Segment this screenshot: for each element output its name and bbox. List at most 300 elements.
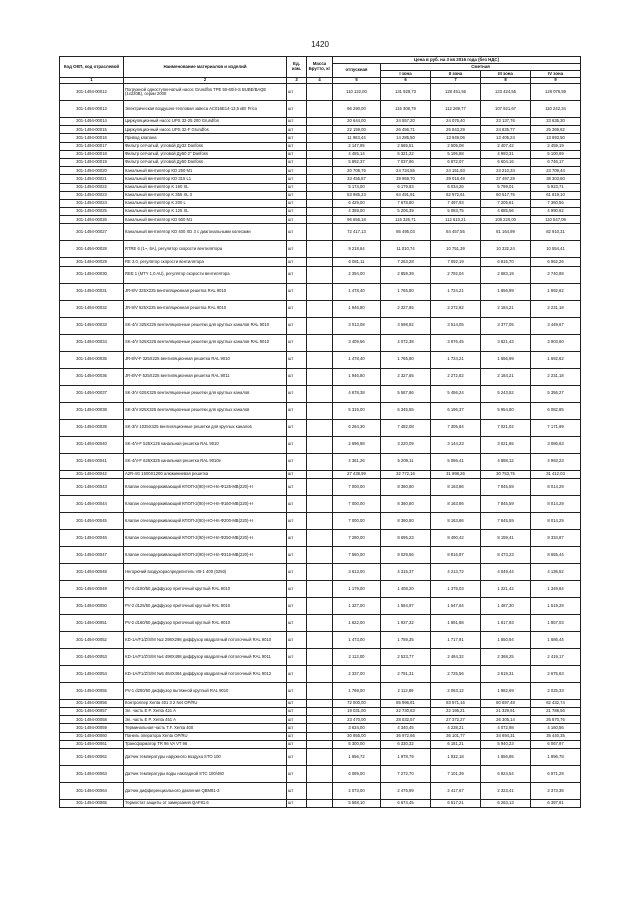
row-zone-3-price: 5 799,01: [481, 183, 531, 191]
row-code: 301-1494-00035: [60, 351, 124, 368]
row-mass: [307, 699, 333, 707]
row-zone-1-price: 2 327,65: [381, 300, 431, 317]
row-release-price: 1 327,00: [333, 597, 381, 614]
row-code: 301-1494-00043: [60, 478, 124, 495]
row-mass: [307, 334, 333, 351]
table-row: [60, 368, 581, 385]
row-zone-3-price: 2 683,19: [481, 266, 531, 283]
row-name: Канальный вентилятор K 160 XL: [124, 183, 287, 191]
row-release-price: 2 113,00: [333, 648, 381, 665]
row-zone-1-price: 3 598,82: [381, 317, 431, 334]
row-zone-2-price: 2 063,12: [431, 682, 481, 699]
row-release-price: 33 455,87: [333, 175, 381, 183]
row-mass: [307, 118, 333, 126]
row-zone-4-price: 4 993,23: [531, 453, 581, 470]
row-name: PV-2 d125/50 диффузор приточный круглый RAL 9010: [124, 597, 287, 614]
row-zone-4-price: 2 025,33: [531, 682, 581, 699]
row-name: SK-3/V 825Х325 вентиляционные решетки для круглых каналов: [124, 402, 287, 419]
row-zone-1-price: 86 495,03: [381, 224, 431, 241]
row-code: 301-1494-00023: [60, 191, 124, 199]
row-zone-3-price: 8 159,41: [481, 529, 531, 546]
table-row: [60, 216, 581, 224]
row-release-price: 96 656,18: [333, 216, 381, 224]
table-row: [60, 748, 581, 765]
row-unit: шт: [287, 708, 307, 716]
row-zone-2-price: 3 144,23: [431, 436, 481, 453]
row-zone-1-price: 7 263,28: [381, 258, 431, 266]
row-zone-1-price: 4 315,37: [381, 563, 431, 580]
row-unit: шт: [287, 134, 307, 142]
row-release-price: 1 769,00: [333, 682, 381, 699]
row-zone-1-price: 7 482,08: [381, 419, 431, 436]
row-name: Клапан огнезадерживающий КПОП-2(90)-НО-Нп-Ф160-МВ(220)-Н: [124, 495, 287, 512]
row-code: 301-1494-00061: [60, 740, 124, 748]
row-code: 301-1494-00045: [60, 512, 124, 529]
row-release-price: 1 473,00: [333, 631, 381, 648]
row-unit: шт: [287, 597, 307, 614]
row-mass: [307, 648, 333, 665]
row-zone-2-price: 2 464,32: [431, 648, 481, 665]
row-name: Эл. часть E P. Xenta 451 A: [124, 716, 287, 724]
row-unit: шт: [287, 258, 307, 266]
table-row: [60, 191, 581, 199]
row-zone-2-price: 1 375,03: [431, 580, 481, 597]
row-zone-2-price: 6 517,21: [431, 799, 481, 807]
row-unit: шт: [287, 385, 307, 402]
row-zone-3-price: 107 921,67: [481, 101, 531, 118]
row-release-price: 4 361,26: [333, 453, 381, 470]
table-row: [60, 134, 581, 142]
row-unit: шт: [287, 84, 307, 101]
row-mass: [307, 224, 333, 241]
row-mass: [307, 241, 333, 258]
row-zone-2-price: 6 181,21: [431, 740, 481, 748]
row-unit: шт: [287, 732, 307, 740]
row-zone-1-price: 36 972,66: [381, 732, 431, 740]
row-mass: [307, 368, 333, 385]
row-mass: [307, 300, 333, 317]
row-mass: [307, 732, 333, 740]
row-release-price: 7 000,00: [333, 495, 381, 512]
row-zone-3-price: 2 368,25: [481, 648, 531, 665]
row-zone-2-price: 5 086,41: [431, 453, 481, 470]
row-name: JR-8/V-F 525Х225 вентиляционная решетка RAL 9011: [124, 368, 287, 385]
row-zone-1-price: 5 321,22: [381, 150, 431, 158]
table-row: [60, 597, 581, 614]
row-zone-4-price: 5 356,27: [531, 385, 581, 402]
row-zone-1-price: 85 996,81: [381, 699, 431, 707]
row-zone-3-price: 7 845,59: [481, 478, 531, 495]
row-zone-3-price: 1 856,85: [481, 748, 531, 765]
row-mass: [307, 782, 333, 799]
table-row: [60, 208, 581, 216]
row-zone-2-price: 112 610,21: [431, 216, 481, 224]
table-row: [60, 351, 581, 368]
row-zone-2-price: 2 505,08: [431, 142, 481, 150]
row-zone-2-price: 84 457,55: [431, 224, 481, 241]
row-name: SK-3/V 1025Х325 вентиляционные решетки для круглых каналов: [124, 419, 287, 436]
row-name: SK-3/V 625Х325 вентиляционные решетки для круглых каналов: [124, 385, 287, 402]
table-row: [60, 142, 581, 150]
row-unit: шт: [287, 300, 307, 317]
row-zone-4-price: 2 231,18: [531, 368, 581, 385]
row-zone-3-price: 6 824,54: [481, 765, 531, 782]
row-zone-2-price: 2 792,04: [431, 266, 481, 283]
row-zone-3-price: 60 517,76: [481, 191, 531, 199]
row-zone-3-price: 123 424,55: [481, 84, 531, 101]
row-zone-3-price: 34 694,31: [481, 732, 531, 740]
row-mass: [307, 765, 333, 782]
row-code: 301-1494-00013: [60, 101, 124, 118]
row-zone-3-price: 24 835,77: [481, 126, 531, 134]
row-zone-3-price: 1 656,99: [481, 283, 531, 300]
row-zone-4-price: 23 635,30: [531, 118, 581, 126]
row-zone-4-price: 1 692,62: [531, 283, 581, 300]
row-code: 301-1494-00030: [60, 266, 124, 283]
table-row: [60, 258, 581, 266]
row-unit: шт: [287, 665, 307, 682]
row-release-price: 4 359,00: [333, 208, 381, 216]
table-row: [60, 724, 581, 732]
row-release-price: 11 963,44: [333, 134, 381, 142]
row-zone-4-price: 82 910,31: [531, 224, 581, 241]
row-release-price: 1 622,00: [333, 614, 381, 631]
row-zone-4-price: 25 369,82: [531, 126, 581, 134]
table-row: [60, 224, 581, 241]
row-release-price: 20 708,76: [333, 167, 381, 175]
row-code: 301-1494-00018: [60, 150, 124, 158]
row-zone-1-price: 115 326,71: [381, 216, 431, 224]
row-unit: шт: [287, 799, 307, 807]
row-code: 301-1494-00014: [60, 118, 124, 126]
row-code: 301-1494-00054: [60, 665, 124, 682]
row-name: Клапан огнезадерживающий КПОП-2(90)-НО-Нп-Ф200-МВ(220)-Н: [124, 512, 287, 529]
row-zone-2-price: 8 816,97: [431, 546, 481, 563]
row-release-price: 6 264,30: [333, 419, 381, 436]
row-release-price: 2 696,98: [333, 436, 381, 453]
row-name: Клапан огнезадерживающий КПОП-2(90)-НО-Нп-Ф125-МВ(220)-Н: [124, 478, 287, 495]
table-row: [60, 84, 581, 101]
row-mass: [307, 799, 333, 807]
table-row: [60, 699, 581, 707]
row-zone-1-price: 3 220,09: [381, 436, 431, 453]
header-mass: Масса Брутто, кг: [307, 57, 333, 78]
row-zone-2-price: 25 843,29: [431, 126, 481, 134]
row-zone-1-price: 64 491,91: [381, 191, 431, 199]
row-name: SK-4/V-F 525Х125 канальная решетка RAL 9010: [124, 436, 287, 453]
row-zone-1-price: 22 730,63: [381, 708, 431, 716]
header-name: Наименование материалов и изделий: [124, 57, 287, 78]
row-mass: [307, 478, 333, 495]
row-release-price: 5 892,37: [333, 158, 381, 166]
row-zone-2-price: 4 213,72: [431, 563, 481, 580]
row-zone-1-price: 1 408,20: [381, 580, 431, 597]
row-zone-4-price: 4 160,56: [531, 724, 581, 732]
row-release-price: 1 946,80: [333, 368, 381, 385]
row-zone-3-price: 3 377,05: [481, 317, 531, 334]
row-code: 301-1494-00051: [60, 614, 124, 631]
row-zone-4-price: 3 086,63: [531, 436, 581, 453]
row-unit: шт: [287, 529, 307, 546]
table-row: [60, 101, 581, 118]
row-zone-3-price: 7 845,59: [481, 512, 531, 529]
header-code: Код ОКП, код отраслевой: [60, 57, 124, 78]
row-code: 301-1494-00056: [60, 699, 124, 707]
row-mass: [307, 748, 333, 765]
table-row: [60, 300, 581, 317]
row-release-price: 6 081,11: [333, 258, 381, 266]
row-mass: [307, 419, 333, 436]
row-zone-1-price: 26 456,71: [381, 126, 431, 134]
row-zone-2-price: 1 547,64: [431, 597, 481, 614]
row-zone-1-price: 8 360,80: [381, 512, 431, 529]
row-code: 301-1494-00037: [60, 385, 124, 402]
row-zone-3-price: 3 021,65: [481, 436, 531, 453]
row-zone-4-price: 2 231,18: [531, 300, 581, 317]
row-code: 301-1494-00040: [60, 436, 124, 453]
row-zone-4-price: 6 067,97: [531, 740, 581, 748]
table-row: [60, 334, 581, 351]
row-mass: [307, 266, 333, 283]
row-zone-4-price: 1 857,03: [531, 614, 581, 631]
header-zone-4: IV зона: [531, 71, 581, 78]
row-unit: шт: [287, 546, 307, 563]
row-zone-4-price: 23 709,44: [531, 167, 581, 175]
row-zone-2-price: 7 497,93: [431, 199, 481, 207]
row-zone-2-price: 13 949,06: [431, 134, 481, 142]
row-mass: [307, 495, 333, 512]
row-zone-4-price: 26 870,76: [531, 716, 581, 724]
row-name: Клапан огнезадерживающий КПОП-2(90)-НО-Нп-Ф315-МВ(220)-Н: [124, 546, 287, 563]
row-unit: шт: [287, 782, 307, 799]
row-zone-3-price: 1 656,99: [481, 351, 531, 368]
column-number: 7: [431, 78, 481, 84]
row-mass: [307, 142, 333, 150]
row-code: 301-1494-00036: [60, 368, 124, 385]
row-mass: [307, 258, 333, 266]
row-unit: шт: [287, 478, 307, 495]
row-name: Датчик дифференциального давления QBM81-3: [124, 782, 287, 799]
row-zone-2-price: 4 238,21: [431, 724, 481, 732]
table-row: [60, 614, 581, 631]
row-zone-3-price: 8 473,23: [481, 546, 531, 563]
row-unit: шт: [287, 199, 307, 207]
row-unit: шт: [287, 512, 307, 529]
table-row: [60, 665, 581, 682]
row-mass: [307, 134, 333, 142]
row-unit: шт: [287, 150, 307, 158]
row-zone-4-price: 4 990,62: [531, 208, 581, 216]
row-zone-2-price: 2 272,82: [431, 300, 481, 317]
row-name: SK-4/V-F 625Х325 канальная решетка RAL 9010e: [124, 453, 287, 470]
row-release-price: 1 656,72: [333, 748, 381, 765]
row-release-price: 1 478,40: [333, 283, 381, 300]
row-name: KD-1A/F1/Z/S/M №5 464Х464 диффузор квадратный потолочный RAL 9012: [124, 665, 287, 682]
row-name: Электрическая воздушно-тепловая завеса AC016E14-13,5 кВт Frico: [124, 101, 287, 118]
row-name: Погружной одноступенчатый насос Grundfos TPE 50-60/4-S BUBE/BAQE (1х220В), серии 2000: [124, 84, 287, 101]
row-zone-1-price: 1 759,35: [381, 631, 431, 648]
row-unit: шт: [287, 208, 307, 216]
row-unit: шт: [287, 436, 307, 453]
row-name: Канальный вентилятор KD 500 M1: [124, 216, 287, 224]
row-zone-3-price: 1 487,30: [481, 597, 531, 614]
row-unit: шт: [287, 142, 307, 150]
row-zone-4-price: 1 349,84: [531, 580, 581, 597]
row-mass: [307, 208, 333, 216]
row-mass: [307, 351, 333, 368]
row-zone-3-price: 4 049,44: [481, 563, 531, 580]
row-unit: шт: [287, 191, 307, 199]
row-name: Негорючий воздухораспределитель VB-1 400 (0250): [124, 563, 287, 580]
row-zone-2-price: 5 195,88: [431, 150, 481, 158]
table-row: [60, 241, 581, 258]
row-zone-4-price: 7 171,99: [531, 419, 581, 436]
row-release-price: 20 644,00: [333, 118, 381, 126]
row-zone-1-price: 2 523,77: [381, 648, 431, 665]
row-name: Термостат защиты от замерзания QAF81.6: [124, 799, 287, 807]
table-row: [60, 546, 581, 563]
row-unit: шт: [287, 699, 307, 707]
row-name: Канальный вентилятор KD 250 M1: [124, 167, 287, 175]
row-code: 301-1494-00058: [60, 716, 124, 724]
row-zone-1-price: 2 859,39: [381, 266, 431, 283]
row-zone-1-price: 1 765,80: [381, 283, 431, 300]
row-zone-3-price: 7 845,59: [481, 495, 531, 512]
header-release: отпускная: [333, 64, 381, 78]
row-zone-3-price: 7 021,02: [481, 419, 531, 436]
row-mass: [307, 175, 333, 183]
table-row: [60, 436, 581, 453]
row-code: 301-1494-00027: [60, 224, 124, 241]
row-release-price: 1 179,00: [333, 580, 381, 597]
row-release-price: 7 560,00: [333, 546, 381, 563]
row-unit: шт: [287, 158, 307, 166]
row-name: Трансформатор TR 96 VA VT 96: [124, 740, 287, 748]
row-zone-1-price: 7 272,70: [381, 765, 431, 782]
row-zone-4-price: 110 242,34: [531, 101, 581, 118]
row-release-price: 4 455,14: [333, 150, 381, 158]
row-unit: шт: [287, 614, 307, 631]
row-code: 301-1494-00038: [60, 402, 124, 419]
row-unit: шт: [287, 402, 307, 419]
row-zone-1-price: 2 327,65: [381, 368, 431, 385]
row-mass: [307, 512, 333, 529]
row-release-price: 110 122,00: [333, 84, 381, 101]
row-code: 301-1494-00033: [60, 317, 124, 334]
row-zone-1-price: 28 032,57: [381, 716, 431, 724]
row-zone-3-price: 13 405,24: [481, 134, 531, 142]
row-zone-2-price: 2 417,67: [431, 782, 481, 799]
row-code: 301-1494-00042: [60, 470, 124, 478]
row-zone-4-price: 1 686,44: [531, 631, 581, 648]
row-zone-2-price: 128 451,56: [431, 84, 481, 101]
row-unit: шт: [287, 453, 307, 470]
table-row: [60, 402, 581, 419]
row-name: JR-8/V 325Х225 вентиляционная решетка RAL 9010: [124, 283, 287, 300]
row-zone-1-price: 8 360,80: [381, 495, 431, 512]
row-release-price: 5 174,00: [333, 183, 381, 191]
table-row: [60, 283, 581, 300]
row-code: 301-1494-00049: [60, 580, 124, 597]
row-unit: шт: [287, 716, 307, 724]
row-zone-4-price: 38 303,60: [531, 175, 581, 183]
row-zone-1-price: 7 678,80: [381, 199, 431, 207]
row-zone-3-price: 4 993,31: [481, 150, 531, 158]
table-row: [60, 419, 581, 436]
row-release-price: 1 946,80: [333, 300, 381, 317]
row-zone-2-price: 24 076,40: [431, 118, 481, 126]
row-zone-1-price: 9 029,66: [381, 546, 431, 563]
row-zone-2-price: 1 724,21: [431, 283, 481, 300]
column-number: 5: [333, 78, 381, 84]
row-unit: шт: [287, 118, 307, 126]
row-unit: шт: [287, 167, 307, 175]
table-row: [60, 158, 581, 166]
row-code: 301-1494-00064: [60, 782, 124, 799]
row-release-price: 5 568,10: [333, 799, 381, 807]
row-zone-3-price: 5 243,52: [481, 385, 531, 402]
row-release-price: 19 031,00: [333, 708, 381, 716]
row-zone-4-price: 3 903,60: [531, 334, 581, 351]
row-release-price: 3 634,00: [333, 724, 381, 732]
row-zone-3-price: 81 164,99: [481, 224, 531, 241]
row-zone-3-price: 5 954,80: [481, 402, 531, 419]
table-row: [60, 631, 581, 648]
row-zone-1-price: 14 285,50: [381, 134, 431, 142]
header-unit: Ед. изм.: [287, 57, 307, 78]
row-unit: шт: [287, 740, 307, 748]
table-row: [60, 126, 581, 134]
table-body: [60, 84, 581, 808]
row-name: KD-1A/F1/Z/S/M №4 498Х498 диффузор квадратный потолочный RAL 9011: [124, 648, 287, 665]
column-number: 6: [381, 78, 431, 84]
row-zone-4-price: 8 014,29: [531, 495, 581, 512]
row-zone-3-price: 23 210,34: [481, 167, 531, 175]
row-zone-2-price: 1 724,21: [431, 351, 481, 368]
row-code: 301-1494-00065: [60, 799, 124, 807]
row-zone-1-price: 131 929,73: [381, 84, 431, 101]
row-zone-1-price: 2 565,51: [381, 142, 431, 150]
row-zone-3-price: 7 205,61: [481, 199, 531, 207]
column-number: 2: [124, 78, 287, 84]
table-row: [60, 118, 581, 126]
table-row: [60, 708, 581, 716]
row-mass: [307, 216, 333, 224]
row-zone-4-price: 1 896,78: [531, 748, 581, 765]
row-code: 301-1494-00026: [60, 216, 124, 224]
row-zone-2-price: 6 872,07: [431, 158, 481, 166]
row-unit: шт: [287, 351, 307, 368]
row-zone-3-price: 3 821,43: [481, 334, 531, 351]
row-name: RE 3.0, регулятор скорости вентилятора: [124, 258, 287, 266]
row-zone-1-price: 7 037,86: [381, 158, 431, 166]
row-zone-2-price: 112 269,77: [431, 101, 481, 118]
row-release-price: 7 280,00: [333, 529, 381, 546]
row-zone-1-price: 8 360,80: [381, 478, 431, 495]
row-name: Канальный вентилятор KD 315 L1: [124, 175, 287, 183]
row-code: 301-1494-00041: [60, 453, 124, 470]
row-code: 301-1494-00029: [60, 258, 124, 266]
row-zone-4-price: 2 675,63: [531, 665, 581, 682]
page-number: 1420: [311, 40, 329, 49]
row-release-price: 5 300,00: [333, 740, 381, 748]
row-zone-1-price: 2 112,89: [381, 682, 431, 699]
table-row: [60, 740, 581, 748]
row-name: A2R-4G 1500Х1200 алюминиевая решетка: [124, 470, 287, 478]
row-zone-4-price: 61 819,10: [531, 191, 581, 199]
row-zone-1-price: 6 330,32: [381, 740, 431, 748]
row-zone-2-price: 1 932,18: [431, 748, 481, 765]
